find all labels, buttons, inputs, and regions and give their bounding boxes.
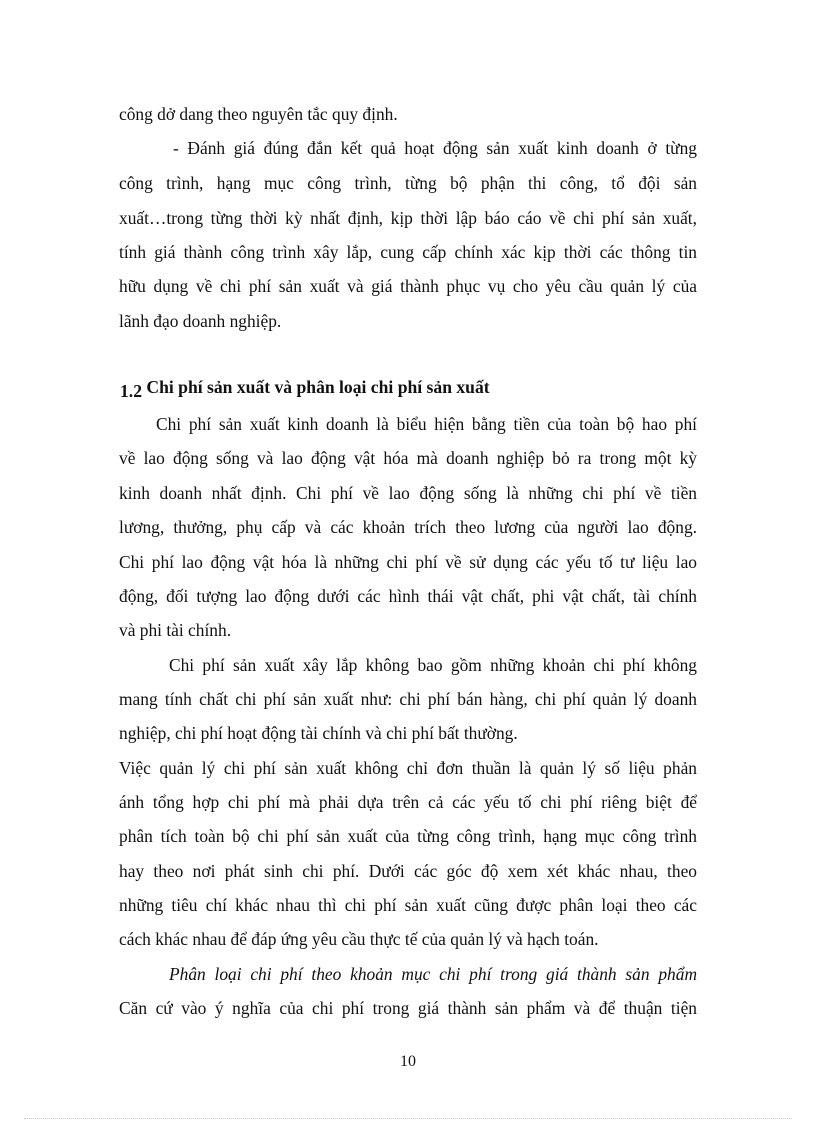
body-text-line: động, đối tượng lao động dưới các hình thái vật chất, phi vật chất, tài chính (119, 586, 697, 606)
body-text-line: tính giá thành công trình xây lắp, cung cấp chính xác kịp thời các thông tin (119, 242, 697, 262)
body-text-line: Căn cứ vào ý nghĩa của chi phí trong giá thành sản phẩm và để thuận tiện (119, 998, 697, 1018)
section-number: 1.2 (120, 381, 142, 401)
body-text-line: kinh doanh nhất định. Chi phí về lao động sống là những chi phí về tiền (119, 483, 697, 503)
section-title: Chi phí sản xuất và phân loại chi phí sản xuất (146, 377, 490, 397)
body-text-line: công dở dang theo nguyên tắc quy định. (119, 104, 398, 124)
body-text-line: lãnh đạo doanh nghiệp. (119, 311, 282, 331)
body-text-line: công trình, hạng mục công trình, từng bộ phận thi công, tổ đội sản (119, 173, 697, 193)
body-text-line: cách khác nhau để đáp ứng yêu cầu thực tế của quản lý và hạch toán. (119, 929, 599, 949)
body-text-line: ánh tổng hợp chi phí mà phải dựa trên cả các yếu tố chi phí riêng biệt để (119, 792, 697, 812)
body-text-line: Chi phí sản xuất xây lắp không bao gồm những khoản chi phí không (169, 655, 697, 675)
body-text-line: lương, thưởng, phụ cấp và các khoản trích theo lương của người lao động. (119, 517, 697, 537)
body-text-line: xuất…trong từng thời kỳ nhất định, kịp thời lập báo cáo về chi phí sản xuất, (119, 208, 697, 228)
section-heading (120, 370, 698, 404)
body-text-line: hay theo nơi phát sinh chi phí. Dưới các góc độ xem xét khác nhau, theo (119, 861, 697, 881)
body-text-line: về lao động sống và lao động vật hóa mà doanh nghiệp bỏ ra trong một kỳ (119, 448, 697, 468)
body-text-line: mang tính chất chi phí sản xuất như: chi phí bán hàng, chi phí quản lý doanh (119, 689, 697, 709)
body-text-line: nghiệp, chi phí hoạt động tài chính và chi phí bất thường. (119, 723, 518, 743)
body-text-line: phân tích toàn bộ chi phí sản xuất của từng công trình, hạng mục công trình (119, 826, 697, 846)
body-text-line: những tiêu chí khác nhau thì chi phí sản xuất cũng được phân loại theo các (119, 895, 697, 915)
body-text-line: và phi tài chính. (119, 620, 232, 640)
body-text-line: Chi phí sản xuất kinh doanh là biểu hiện bằng tiền của toàn bộ hao phí (156, 414, 697, 434)
body-text-line: Chi phí lao động vật hóa là những chi phí về sử dụng các yếu tố tư liệu lao (119, 552, 697, 572)
body-text-line: Việc quản lý chi phí sản xuất không chỉ đơn thuần là quản lý số liệu phản (119, 758, 697, 778)
body-text-line: hữu dụng về chi phí sản xuất và giá thành phục vụ cho yêu cầu quản lý của (119, 276, 697, 296)
page-number: 10 (400, 1053, 416, 1070)
body-text-line: - Đánh giá đúng đắn kết quả hoạt động sản xuất kinh doanh ở từng (173, 138, 697, 158)
page-bottom-divider (24, 1118, 792, 1119)
italic-subheading: Phân loại chi phí theo khoản mục chi phí trong giá thành sản phẩm (169, 964, 697, 984)
